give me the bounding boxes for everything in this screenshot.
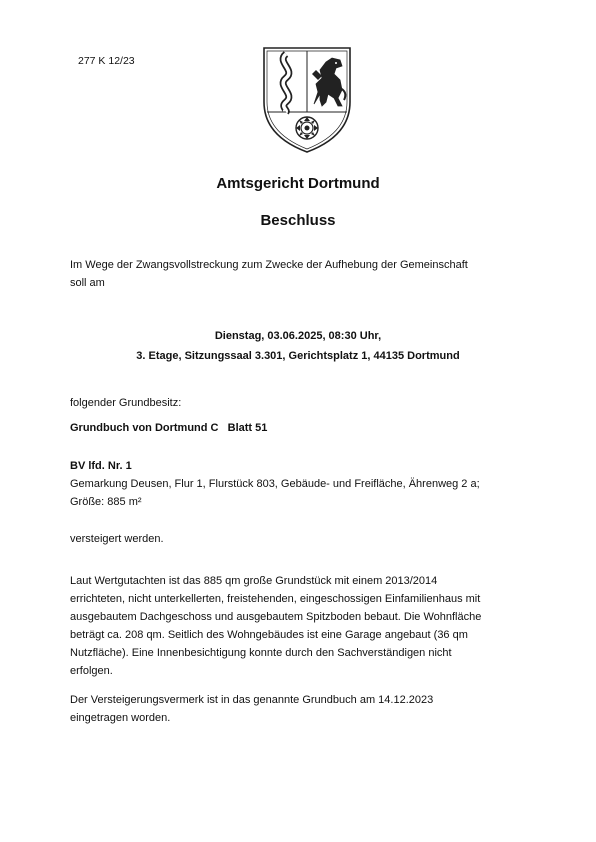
intro-paragraph — [70, 256, 540, 292]
hearing-info — [0, 326, 596, 366]
appraisal-line: erfolgen. — [70, 665, 113, 677]
property-label: folgender Grundbesitz: — [70, 397, 182, 409]
registration-line: Der Versteigerungsvermerk ist in das genannte Grundbuch am 14.12.2023 — [70, 694, 434, 706]
grundbuch-reference: Grundbuch von Dortmund C Blatt 51 — [70, 422, 268, 434]
intro-line: Im Wege der Zwangsvollstreckung zum Zwecke der Aufhebung der Gemeinschaft — [70, 259, 468, 271]
appraisal-line: errichteten, nicht unterkellerten, freistehenden, eingeschossigen Einfamilienhaus mit — [70, 593, 481, 605]
hearing-date-time: Dienstag, 03.06.2025, 08:30 Uhr, — [214, 330, 382, 342]
gemarkung-description: Gemarkung Deusen, Flur 1, Flurstück 803, Gebäude- und Freifläche, Ährenweg 2 a; — [70, 478, 480, 490]
intro-line: soll am — [70, 277, 105, 289]
bv-number: BV lfd. Nr. 1 — [70, 460, 132, 472]
property-size: Größe: 885 m² — [70, 496, 142, 508]
case-number: 277 K 12/23 — [78, 55, 135, 67]
document-type: Beschluss — [260, 212, 336, 229]
appraisal-line: Nutzfläche). Eine Innenbesichtigung konnte durch den Sachverständigen nicht — [70, 647, 452, 659]
registration-paragraph — [70, 691, 540, 727]
appraisal-line: beträgt ca. 208 qm. Seitlich des Wohngebäudes ist eine Garage angebaut (36 qm — [70, 629, 468, 641]
court-name: Amtsgericht Dortmund — [216, 175, 380, 192]
appraisal-paragraph — [70, 572, 540, 680]
nrw-coat-of-arms-icon — [256, 40, 358, 156]
appraisal-line: Laut Wertgutachten ist das 885 qm große Grundstück mit einem 2013/2014 — [70, 575, 438, 587]
appraisal-line: ausgebautem Dachgeschoss und ausgebautem Spitzboden bebaut. Die Wohnfläche — [70, 611, 482, 623]
hearing-location: 3. Etage, Sitzungssaal 3.301, Gerichtsplatz 1, 44135 Dortmund — [136, 350, 460, 362]
auction-statement: versteigert werden. — [70, 533, 164, 545]
registration-line: eingetragen worden. — [70, 712, 171, 724]
